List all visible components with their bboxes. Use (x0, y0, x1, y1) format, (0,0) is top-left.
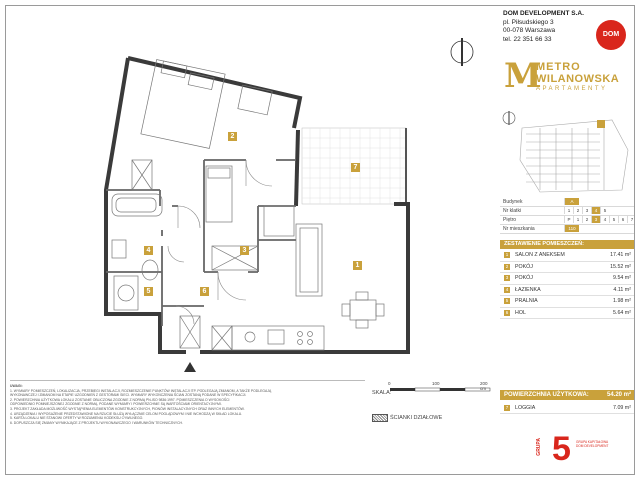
info-cells (564, 207, 609, 215)
info-cell: 6 (618, 216, 627, 223)
info-row (500, 225, 634, 234)
loggia-row (500, 403, 634, 414)
room-label-1: 1 (353, 261, 362, 270)
info-row (500, 207, 634, 216)
room-area: 9.54 m² (613, 275, 631, 281)
info-cell: 5 (600, 207, 609, 214)
group-logo (536, 430, 609, 468)
group-side-text: GRUPA (536, 438, 542, 456)
info-cell: 3 (582, 207, 591, 214)
info-cell: 5 (609, 216, 618, 223)
room-label-7: 7 (351, 163, 360, 172)
washer (114, 276, 138, 310)
room-row (500, 250, 634, 262)
room-row (500, 296, 634, 308)
note-line: 3. PROJEKT ZAKŁADA MOŻLIWOŚĆ WYSTĄPIENIA ELEMENTÓW KONSTRUKCYJNYCH, PIONÓW INSTALACYJNYCH ORAZ INNYCH ELEMENTÓW. (10, 406, 245, 411)
sink (112, 240, 126, 258)
room-name: SALON Z ANEKSEM (515, 252, 565, 258)
brand-mark: M (504, 56, 542, 96)
room-label-2: 2 (228, 132, 237, 141)
walls-legend: ŚCIANKI DZIAŁOWE (390, 415, 443, 421)
notes-heading: UWAGI: (10, 384, 23, 388)
room-row (500, 308, 634, 320)
apartment-info-table (500, 198, 634, 234)
note-line: 2. POWIERZCHNIA UŻYTKOWA LOKALU ZOSTANIE OBLICZONA ZGODNIE Z NORMĄ PN-ISO 9836:1997. POMIESZCZENIA O WYSOKOŚCI (10, 397, 230, 402)
room-num: 2 (505, 263, 509, 269)
brand-line1: METRO (536, 61, 581, 73)
info-cell: 1 (573, 216, 582, 223)
brand-logo (500, 55, 635, 105)
room-area: 17.41 m² (610, 252, 631, 258)
single-bed (206, 166, 232, 222)
room-area: 4.11 m² (613, 286, 631, 293)
loggia-area: 7.09 m² (613, 405, 631, 411)
door-swings (168, 160, 272, 324)
info-row (500, 198, 634, 207)
usable-area-value: 54.20 m² (606, 391, 631, 398)
note-line: 1. WYMIARY POMIESZCZEŃ, LOKALIZACJA, PRZEBIEGI INSTALACJI, ROZMIESZCZENIE PUNKTÓW INSTALACJI ITP. PODLEGAJĄ ZMIANOM, A TAKŻE PODLEGAJĄ (10, 388, 272, 393)
toilet (142, 260, 158, 280)
north-arrow-icon (451, 38, 473, 66)
brand-line3: APARTAMENTY (536, 86, 608, 92)
info-key: Budynek (503, 199, 523, 205)
room-label-5: 5 (144, 287, 153, 296)
rooms-section-title: ZESTAWIENIE POMIESZCZEŃ: (500, 240, 634, 249)
scale-label: SKALA: (372, 390, 392, 396)
furniture (112, 60, 384, 350)
room-list (500, 250, 634, 319)
company-city: 00-078 Warszawa (503, 27, 556, 34)
info-cell: 4 (600, 216, 609, 223)
loggia-name: LOGGIA (515, 405, 536, 411)
company-name: DOM DEVELOPMENT S.A. (503, 10, 584, 17)
notes (10, 380, 365, 468)
info-cell: P (564, 216, 573, 223)
note-line: 6. DOPUSZCZA SIĘ ZMIANY WYNIKAJĄCE Z PROJEKTU WYKONAWCZEGO I WARUNKÓW TECHNICZNYCH. (10, 420, 183, 425)
info-cell: 110 (564, 225, 579, 232)
inner-walls (106, 160, 296, 326)
scale-bar (390, 388, 490, 391)
room-name: HOL (515, 309, 526, 316)
room-num: 1 (505, 252, 509, 257)
scale-mid: 100 (432, 381, 440, 386)
info-cell: 7 (627, 216, 636, 223)
location-map (503, 111, 628, 192)
room-name: POKÓJ (515, 275, 533, 281)
room-label-4: 4 (144, 246, 153, 255)
note-line: 5. KARTA LOKALU NIE STANOWI OFERTY W ROZUMIENIU KODEKSU CYWILNEGO. (10, 416, 144, 421)
note-line: 4. URZĄDZENIA I WYPOSAŻENIE PRZEDSTAWIONE NA RZUCIE SŁUŻĄ WYŁĄCZNIE CELOM POGLĄDOWYM I NIE WCHODZĄ W SKŁAD LOKALU. (10, 411, 243, 416)
room-row (500, 273, 634, 285)
outer-walls (106, 58, 408, 352)
entrance-arrow-icon (184, 362, 196, 372)
walls-swatch (372, 414, 388, 422)
room-row (500, 285, 634, 297)
room-name: ŁAZIENKA (515, 286, 541, 293)
brand-line2: WILANOWSKA (536, 73, 620, 85)
info-cell: 3 (591, 216, 600, 223)
info-cell: 1 (564, 207, 573, 214)
scale-zero: 0 (388, 381, 391, 386)
company-address (503, 10, 584, 44)
info-cells (564, 198, 579, 206)
room-area: 5.64 m² (613, 309, 631, 316)
room-row (500, 262, 634, 274)
company-street: pl. Piłsudskiego 3 (503, 18, 554, 26)
company-phone: tel. 22 351 66 33 (503, 35, 552, 43)
info-cells (564, 216, 636, 224)
info-cell: 4 (591, 207, 600, 214)
note-line: WYKONAWCZEJ I ZMIANOM NA ETAPIE UZGODNIEŃ Z GESTORAMI SIECI. WYMIARY WYKOŃCZENIA ŚCIAN ZOSTANĄ PODANE W SPECYFIKACJI. (10, 393, 247, 398)
room-label-3: 3 (240, 246, 249, 255)
info-cell: 2 (573, 207, 582, 214)
usable-area-label: POWIERZCHNIA UŻYTKOWA: (504, 391, 589, 398)
info-cell: A (564, 198, 579, 205)
double-bed (141, 60, 225, 149)
room-name: POKÓJ (515, 263, 533, 270)
info-key: Piętro (503, 217, 517, 223)
dining-table (350, 300, 376, 320)
room-label-6: 6 (200, 287, 209, 296)
note-line: ODPOWIEDNIO POMNIEJSZONEJ ZGODNIE Z NORMĄ. PODANE WYMIARY I POWIERZCHNIE SĄ WARTOŚCIAMI ORIENTACYJNYMI. (10, 402, 222, 407)
room-area: 15.52 m² (610, 263, 631, 270)
room-num: 6 (505, 309, 509, 315)
info-key: Nr mieszkania (503, 226, 535, 232)
bathtub (112, 194, 162, 216)
loggia-num: 7 (505, 405, 509, 410)
info-row (500, 216, 634, 225)
kitchen-counter (232, 326, 324, 350)
dom-logo: DOM (596, 20, 626, 50)
room-num: 4 (505, 286, 509, 292)
usable-area (500, 390, 634, 400)
info-cell: 2 (582, 216, 591, 223)
group-number: 5 (552, 430, 571, 468)
desk-2 (264, 206, 294, 236)
info-key: Nr klatki (503, 208, 522, 214)
scale-end: 200 cm (480, 381, 488, 391)
room-num: 3 (505, 275, 509, 280)
room-name: PRALNIA (515, 298, 538, 304)
info-cells (564, 225, 579, 233)
room-area: 1.98 m² (613, 298, 631, 304)
group-text: GRUPA KAPITAŁOWA DOM DEVELOPMENT (576, 440, 609, 448)
room-num: 5 (505, 298, 509, 303)
